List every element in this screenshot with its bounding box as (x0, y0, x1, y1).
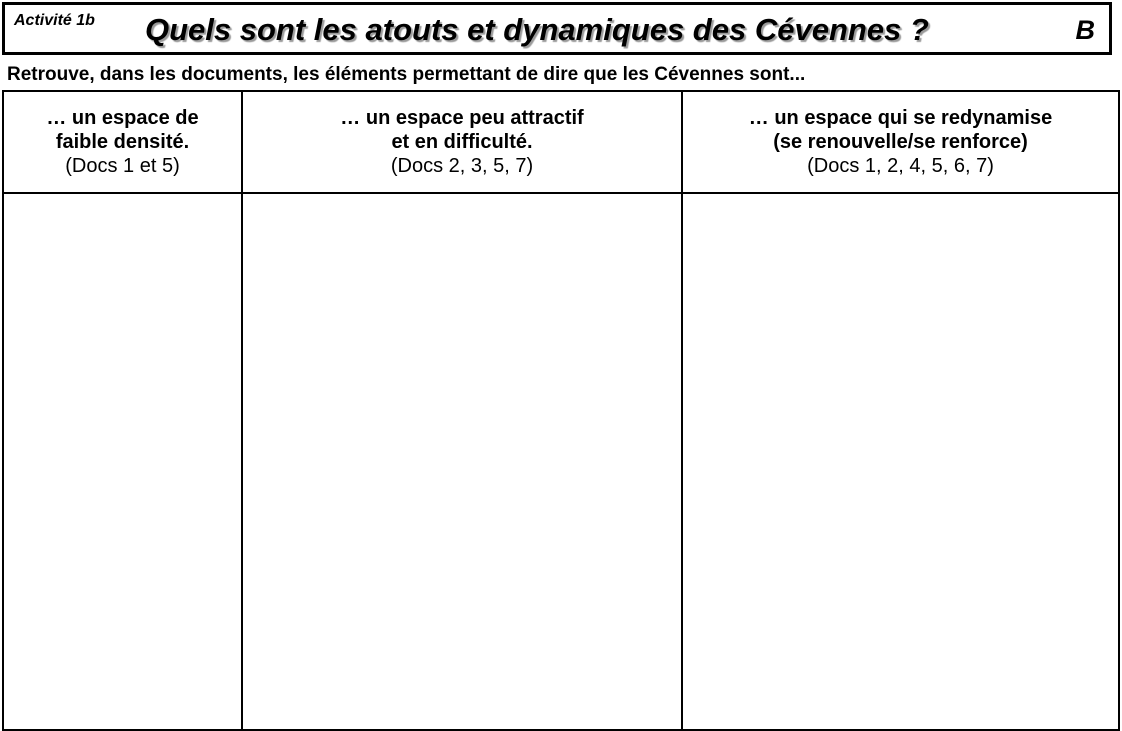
column-heading-line: et en difficulté. (391, 131, 533, 153)
title-box (2, 2, 1112, 55)
column-docs-reference: (Docs 1, 2, 4, 5, 6, 7) (807, 155, 994, 177)
table-header-row (3, 91, 1119, 193)
page-title: Quels sont les atouts et dynamiques des Cévennes ? (145, 12, 929, 47)
table-row (3, 193, 1119, 730)
instruction-text: Retrouve, dans les documents, les éléments permettant de dire que les Cévennes sont... (7, 64, 806, 85)
answer-cell-low-density[interactable] (3, 193, 242, 730)
column-docs-reference: (Docs 1 et 5) (65, 155, 180, 177)
answer-cell-unattractive[interactable] (242, 193, 682, 730)
column-header-unattractive (242, 91, 682, 193)
column-header-low-density (3, 91, 242, 193)
column-heading-line: … un espace peu attractif (340, 107, 584, 129)
column-docs-reference: (Docs 2, 3, 5, 7) (390, 155, 534, 177)
column-heading-line: … un espace de (46, 107, 199, 129)
answer-table (2, 90, 1120, 731)
column-header-redynamising (682, 91, 1119, 193)
answer-cell-redynamising[interactable] (682, 193, 1119, 730)
column-heading-line: faible densité. (55, 131, 190, 153)
version-letter: B (1075, 15, 1095, 45)
column-heading-line: (se renouvelle/se renforce) (773, 131, 1028, 153)
activity-label: Activité 1b (14, 12, 95, 29)
column-heading-line: … un espace qui se redynamise (748, 107, 1053, 129)
